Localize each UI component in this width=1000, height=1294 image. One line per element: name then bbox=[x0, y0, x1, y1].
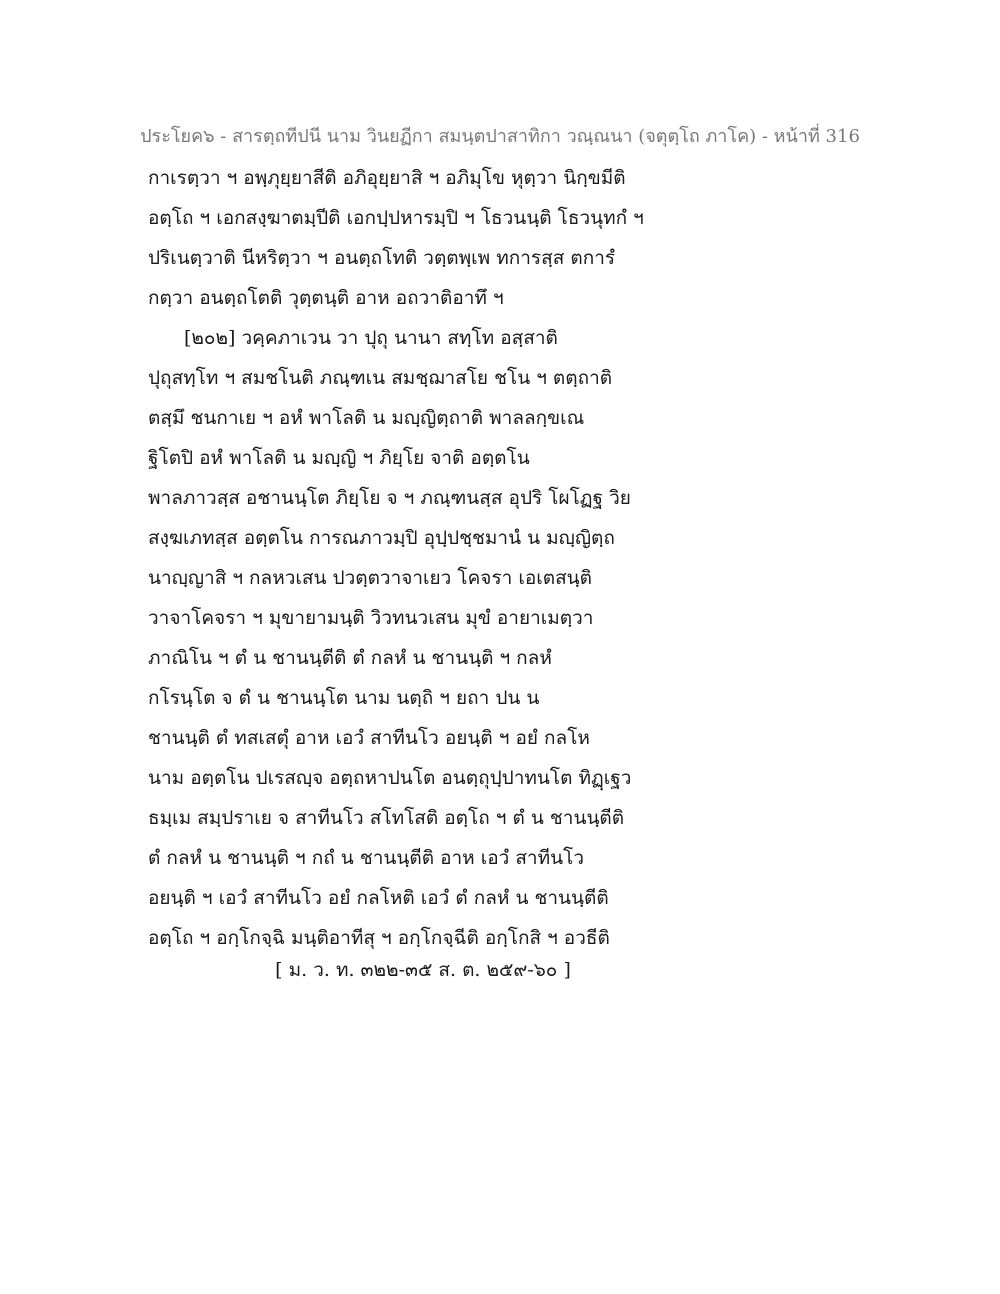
text-line: กาเรตฺวา ฯ อพฺภุยฺยาสีติ อภิอุยฺยาสิ ฯ อภิมุโข หุตฺวา นิกฺขมีติ bbox=[148, 167, 626, 189]
text-line: สงฺฆเภทสฺส อตฺตโน การณภาวมฺปิ อุปฺปชฺชมานํ น มญฺญิตฺถ bbox=[148, 527, 615, 549]
text-line: กโรนฺโต จ ตํ น ชานนฺโต นาม นตฺถิ ฯ ยถา ปน น bbox=[148, 687, 540, 709]
text-line: ธมฺเม สมฺปราเย จ สาทีนโว สโทโสติ อตฺโถ ฯ ตํ น ชานนฺตีติ bbox=[148, 807, 625, 829]
text-line: ภาณิโน ฯ ตํ น ชานนฺตีติ ตํ กลหํ น ชานนฺติ ฯ กลหํ bbox=[148, 647, 552, 669]
text-line: ปุถุสทฺโท ฯ สมชโนติ ภณฺฑเน สมชฺฌาสโย ชโน ฯ ตตฺถาติ bbox=[148, 367, 613, 389]
text-line: อยนฺติ ฯ เอวํ สาทีนโว อยํ กลโหติ เอวํ ตํ กลหํ น ชานนฺตีติ bbox=[148, 887, 609, 909]
text-line: อตฺโถ ฯ เอกสงฺฆาตมฺปีติ เอกปฺปหารมฺปิ ฯ โธวนนฺติ โธวนุทกํ ฯ bbox=[148, 207, 644, 229]
text-line: กตฺวา อนตฺถโตติ วุตฺตนฺติ อาห อถวาติอาทึ ฯ bbox=[148, 287, 504, 309]
text-line: วาจาโคจรา ฯ มุขายามนฺติ วิวทนวเสน มุขํ อายาเมตฺวา bbox=[148, 607, 594, 629]
body-text bbox=[148, 158, 688, 958]
source-reference: [ ม. ว. ท. ๓๒๒-๓๕ ส. ต. ๒๕๙-๖๐ ] bbox=[275, 959, 571, 981]
text-line: พาลภาวสฺส อชานนฺโต ภิยฺโย จ ฯ ภณฺฑนสฺส อุปริ โผโฏฐ วิย bbox=[148, 487, 631, 509]
text-line: ตสฺมึ ชนกาเย ฯ อหํ พาโลติ น มญฺญิตฺถาติ พาลลกฺขเณ bbox=[148, 407, 585, 429]
text-line: นาญฺญาสิ ฯ กลหวเสน ปวตฺตวาจาเยว โคจรา เอเตสนฺติ bbox=[148, 567, 593, 589]
running-header: ประโยค๖ - สารตฺถทีปนี นาม วินยฏีกา สมนฺตปาสาทิกา วณฺณนา (จตุตฺโถ ภาโค) - หน้าที่ 316 bbox=[140, 126, 860, 147]
paragraph-start-line: [๒๐๒] วคฺคภาเวน วา ปุถุ นานา สทฺโท อสฺสาติ bbox=[184, 327, 558, 349]
text-line: ชานนฺติ ตํ ทสเสตุํ อาห เอวํ สาทีนโว อยนฺติ ฯ อยํ กลโห bbox=[148, 727, 590, 749]
text-line: ตํ กลหํ น ชานนฺติ ฯ กถํ น ชานนฺตีติ อาห เอวํ สาทีนโว bbox=[148, 847, 584, 869]
text-line: อตฺโถ ฯ อกฺโกจฺฉิ มนฺติอาทีสุ ฯ อกฺโกจฺฉีติ อกฺโกสิ ฯ อวธีติ bbox=[148, 927, 610, 949]
text-line: ฐิโตปิ อหํ พาโลติ น มญฺญิ ฯ ภิยฺโย จาติ อตฺตโน bbox=[148, 447, 530, 469]
text-line: นาม อตฺตโน ปเรสญฺจ อตฺถหาปนโต อนตฺถุปฺปาทนโต ทิฏฺเฐว bbox=[148, 767, 632, 789]
text-line: ปริเนตฺวาติ นีหริตฺวา ฯ อนตฺถโทติ วตฺตพฺเพ ทการสฺส ตการํ bbox=[148, 247, 616, 269]
